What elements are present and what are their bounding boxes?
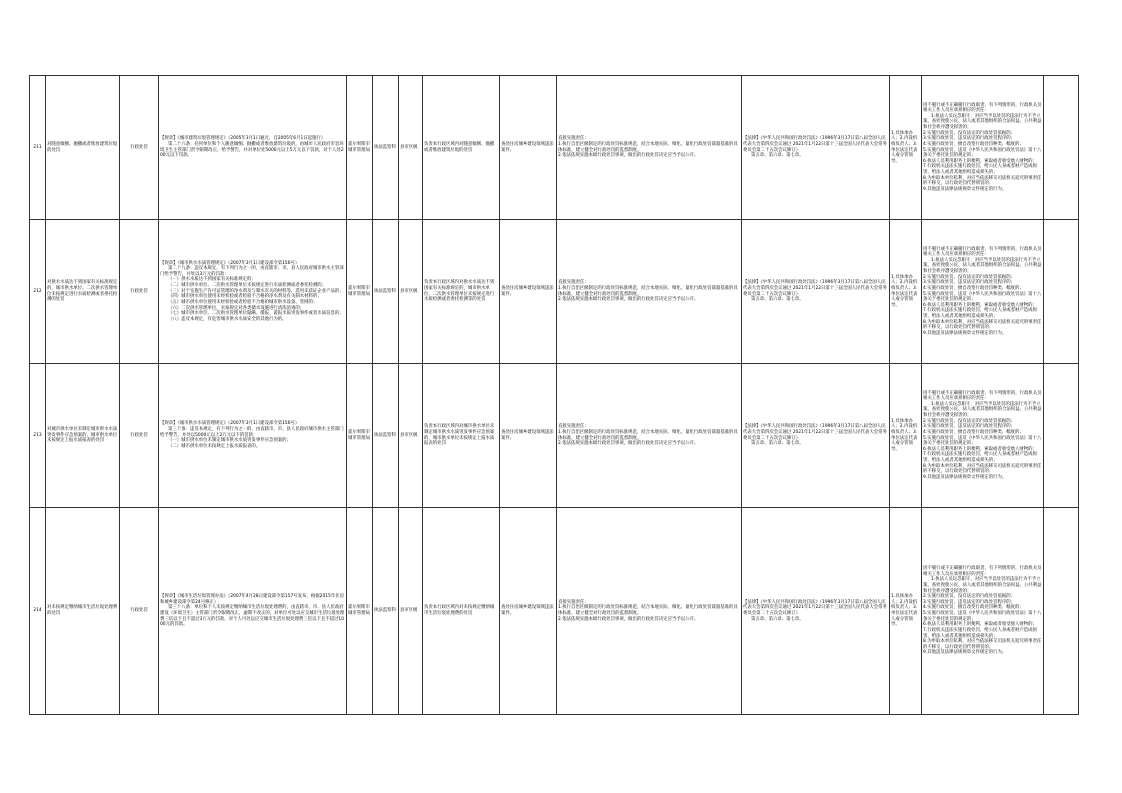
- remarks: [1044, 220, 1079, 364]
- cond-line: 8.为牟取本单位私利，对应当依法移交司法机关追究刑事责任的不移交，以行政处罚代替刑罚的；: [923, 639, 1042, 650]
- law-line: 【法律】《中华人民共和国行政处罚法》（1996年3月17日第八届全国人民代表大会第四次会议通过 2021年1月22日第十三届全国人民代表大会常务委员会第二十五次会议修订）: [743, 424, 887, 441]
- cond-line: 因不履行或不正确履行行政职责，有下列情形的，行政机关及相关工作人员应承担相应的责任：: [923, 390, 1042, 402]
- cond-line: 4.实施行政处罚，擅自改变行政处罚种类、幅度的；: [923, 141, 1024, 147]
- unit-duty: 查处住房城乡建设领域违法案件。: [500, 364, 557, 508]
- internal-org: 执法监察科: [373, 364, 399, 508]
- basis-line: （八）违反本规定，有危害城市供水水质安全的其他行为的。: [168, 316, 287, 322]
- responsible-subject: 1.具体承办人；2.内设机构负责人；3.单位法定代表人或分管领导。: [890, 364, 922, 508]
- remarks: [1044, 76, 1079, 220]
- basis-line: 【规章】《城市生活垃圾管理办法》（2007年4月28日建设部令第157号发布，根据2015年住房和城乡建设部令第24号修正）: [160, 594, 344, 605]
- department: 霍尔果斯市城市管理局: [347, 220, 373, 364]
- cond-line: 1.执法人员玩忽职守，对应当予以处罚的违法行为不予立案、查处致使公民、法人或者其他组织的合法权益、公共利益和社会秩序遭受损害的；: [923, 577, 1042, 594]
- remarks: [1044, 508, 1079, 715]
- cond-line: 8.为牟取本单位私利，对应当依法移交司法机关追究刑事责任的不移交，以行政处罚代替刑罚的；: [923, 319, 1042, 331]
- basis-line: （一）供水水质达不到国家有关标准规定的；: [168, 277, 256, 283]
- cond-line: 9.其他违反法律法规规章文件规定的行为。: [923, 330, 1007, 336]
- unit-duty: 查处住房城乡建设领域违法案件。: [500, 220, 557, 364]
- cond-line: 3.实施行政处罚，违反法定的行政处罚程序的；: [923, 280, 1016, 286]
- cond-line: 5.实施行政处罚，违反《中华人民共和国行政处罚法》第十八条关于委托处罚的规定的；: [923, 147, 1042, 159]
- cond-line: 因不履行或不正确履行行政职责，有下列情形的，行政机关及相关工作人员应承担相应的责任：: [923, 102, 1042, 114]
- cond-line: 1.执法人员玩忽职守，对应当予以处罚的违法行为不予立案、查处致使公民、法人或者其他组织的合法权益、公共利益和社会秩序遭受损害的；: [923, 257, 1042, 274]
- legal-basis: [159, 76, 347, 220]
- cond-line: 2.实施行政处罚，没有法定的行政处罚依据的；: [923, 418, 1016, 424]
- cond-line: 因不履行或不正确履行行政职责，有下列情形的，行政机关及相关工作人员应承担相应的责任：: [923, 246, 1042, 258]
- cond-line: 3.实施行政处罚，违反法定的行政处罚程序的；: [923, 136, 1016, 142]
- law-line: 第五章、第六章、第七章。: [751, 153, 804, 159]
- admin-level: 县市区级: [399, 364, 423, 508]
- basis-line: 第三十条：违反本规定，有下列行为之一的，由直辖市、市、县人民政府城市供水主管部门给予警告，并处以5000元以上2万元以下的罚款：: [160, 427, 344, 438]
- resp-line: 1.执行自治区级制定的行政处罚标准规范，结合本地实际，细化、量化行政处罚裁量基准的具体标准，建立健全对行政处罚的监督制度。: [558, 285, 738, 297]
- resp-line: 2.依法依规实施本级行政处罚事项，做出的行政处罚决定应当予以公开。: [558, 153, 699, 159]
- row-number: 211: [30, 76, 46, 220]
- cond-line: 1.执法人员玩忽职守，对应当予以处罚的违法行为不予立案、查处致使公民、法人或者其他组织的合法权益、公共利益和社会秩序遭受损害的；: [923, 401, 1042, 418]
- legal-basis: [159, 220, 347, 364]
- basis-line: 第二十九条：违反本规定，有下列行为之一的，由直辖市、市、县人民政府城市供水主管部门给予警告，并处以3万元的罚款：: [160, 266, 344, 277]
- cond-line: 因不履行或不正确履行行政职责，有下列情形的，行政机关及相关工作人员应承担相应的责任：: [923, 566, 1042, 577]
- resp-line: 1.执行自治区级制定的行政处罚标准规范，结合本地实际，细化、量化行政处罚裁量基准的具体标准，建立健全对行政处罚的监督制度。: [558, 141, 738, 153]
- cond-line: 2.实施行政处罚，没有法定的行政处罚依据的；: [923, 594, 1016, 600]
- resp-line: 2.依法依规实施本级行政处罚事项，做出的行政处罚决定应当予以公开。: [558, 616, 699, 622]
- cond-line: 7.行政机关违法实施行政处罚，给公民人身或者财产造成损害、给法人或者其他组织造成损失的；: [923, 627, 1037, 639]
- cond-line: 2.实施行政处罚，没有法定的行政处罚依据的；: [923, 130, 1016, 136]
- basis-line: 第二十六条：任何单位和个人随意倾倒、抛撒或者堆放建筑垃圾的，由城市人民政府市容环境卫生主管部门责令限期改正，给予警告，并对单位处5000元以上5万元以下罚款，对个人处200元以下罚款。: [160, 141, 344, 159]
- law-line: 【法律】《中华人民共和国行政处罚法》（1996年3月17日第八届全国人民代表大会第四次会议通过 2021年1月22日第十三届全国人民代表大会常务委员会第二十五次会议修订）: [743, 280, 887, 297]
- responsible-subject: 1.具体承办人；2.内设机构负责人；3.单位法定代表人或分管领导。: [890, 220, 922, 364]
- responsibility: [557, 508, 742, 715]
- resp-line: 直接实施责任：: [558, 599, 589, 605]
- basis-line: （二）城市供水单位未按规定上报水质报表的。: [168, 443, 261, 449]
- duty-scope: 负责本行政区域内对未按规定缴纳城市生活垃圾处理费的处罚: [423, 508, 500, 715]
- row-number: 214: [30, 508, 46, 715]
- item-name: 对未按规定缴纳城市生活垃圾处理费的处罚: [46, 508, 120, 715]
- item-name: 对城市供水单位未制定城市供水水质突发事件应急预案的，城市供水单位未按规定上报水质报表的处罚: [46, 364, 120, 508]
- cond-line: 2.实施行政处罚，没有法定的行政处罚依据的；: [923, 274, 1016, 280]
- cond-line: 4.实施行政处罚，擅自改变行政处罚种类、幅度的；: [923, 429, 1024, 435]
- law-line: 第五章、第六章、第七章。: [751, 297, 804, 303]
- law-line: 【法律】《中华人民共和国行政处罚法》（1996年3月17日第八届全国人民代表大会第四次会议通过 2021年1月22日第十三届全国人民代表大会常务委员会第二十五次会议修订）: [743, 599, 887, 616]
- cond-line: 7.行政机关违法实施行政处罚，给公民人身或者财产造成损害、给法人或者其他组织造成损失的；: [923, 452, 1037, 463]
- basis-line: 【规章】《城市供水水质管理规定》（2007年3月1日建设部令第156号）: [160, 421, 300, 427]
- responsibility-law: [742, 76, 890, 220]
- resp-line: 1.执行自治区级制定的行政处罚标准规范，结合本地实际，细化、量化行政处罚裁量基准的具体标准，建立健全对行政处罚的监督制度。: [558, 429, 738, 441]
- basis-line: （七）城市供水单位、二次供水管理单位隐瞒、缓报、谎报水质突发事件或者水质信息的；: [168, 311, 344, 317]
- cond-line: 4.实施行政处罚，擅自改变行政处罚种类、幅度的；: [923, 285, 1024, 291]
- cond-line: 5.实施行政处罚，违反《中华人民共和国行政处罚法》第十八条关于委托处罚的规定的；: [923, 291, 1042, 303]
- cond-line: 9.其他违反法律法规规章文件规定的行为。: [923, 474, 1007, 480]
- responsibility: [557, 76, 742, 220]
- accountability: [922, 220, 1044, 364]
- cond-line: 9.其他违反法律法规规章文件规定的行为。: [923, 186, 1007, 192]
- internal-org: 执法监察科: [373, 76, 399, 220]
- cond-line: 3.实施行政处罚，违反法定的行政处罚程序的；: [923, 599, 1016, 605]
- accountability: [922, 364, 1044, 508]
- cond-line: 5.实施行政处罚，违反《中华人民共和国行政处罚法》第十八条关于委托处罚的规定的；: [923, 611, 1042, 622]
- basis-line: （一）城市供水单位未制定城市供水水质突发事件应急预案的；: [168, 438, 291, 444]
- row-number: 213: [30, 364, 46, 508]
- item-name: 对随意倾倒、抛撒或者堆放建筑垃圾的处罚: [46, 76, 120, 220]
- table-row: [30, 220, 1079, 364]
- table-row: [30, 508, 1079, 715]
- responsible-subject: 1.具体承办人；2.内设机构负责人；3.单位法定代表人或分管领导。: [890, 76, 922, 220]
- admin-level: 县市区级: [399, 76, 423, 220]
- cond-line: 6.执法人员利用职务上的便利，索取或者收受他人财物的；: [923, 622, 1037, 628]
- item-type: 行政处罚: [120, 220, 159, 364]
- basis-line: （四）城市供水单位使用未经检验或者检验不合格的净水剂及有关制水材料的；: [168, 294, 322, 300]
- cond-line: 7.行政机关违法实施行政处罚，给公民人身或者财产造成损害、给法人或者其他组织造成损失的；: [923, 308, 1037, 319]
- cond-line: 6.执法人员利用职务上的便利，索取或者收受他人财物的；: [923, 446, 1037, 452]
- legal-basis: [159, 364, 347, 508]
- basis-line: （二）城市供水单位、二次供水管理单位未按规定进行水质检测或者委托检测的；: [168, 283, 327, 289]
- resp-line: 直接实施责任：: [558, 280, 589, 286]
- accountability: [922, 508, 1044, 715]
- item-type: 行政处罚: [120, 364, 159, 508]
- internal-org: 执法监察科: [373, 220, 399, 364]
- admin-level: 县市区级: [399, 508, 423, 715]
- cond-line: 3.实施行政处罚，违反法定的行政处罚程序的；: [923, 424, 1016, 430]
- resp-line: 2.依法依规实施本级行政处罚事项，做出的行政处罚决定应当予以公开。: [558, 297, 699, 303]
- law-line: 【法律】《中华人民共和国行政处罚法》（1996年3月17日第八届全国人民代表大会第四次会议通过 2021年1月22日第十三届全国人民代表大会常务委员会第二十五次会议修订）: [743, 136, 887, 153]
- responsibility-law: [742, 220, 890, 364]
- duty-scope: 负责本行政区域内对供水水质达不到国家有关标准规定的，城市供水单位、二次供水管理单位未按规定进行水质检测或者委托检测等的处罚: [423, 220, 500, 364]
- resp-line: 2.依法依规实施本级行政处罚事项，做出的行政处罚决定应当予以公开。: [558, 441, 699, 447]
- unit-duty: 查处住房城乡建设领域违法案件。: [500, 508, 557, 715]
- cond-line: 8.为牟取本单位私利，对应当依法移交司法机关追究刑事责任的不移交，以行政处罚代替刑罚的；: [923, 463, 1042, 475]
- accountability: [922, 76, 1044, 220]
- table-row: [30, 364, 1079, 508]
- basis-line: 第三十八条：单位和个人未按规定缴纳城市生活垃圾处理费的，由直辖市、市、县人民政府建设（环境卫生）主管部门责令限期改正，逾期不改正的，对单位可处以应交城市生活垃圾处理费三倍以下且不超过3万元的罚款，对个人可处以应交城市生活垃圾处理费三倍以下且不超过1000元的罚款。: [160, 605, 345, 628]
- internal-org: 执法监察科: [373, 508, 399, 715]
- basis-line: （三）对于实施生产许可证管理的净水剂及与制水有关的材料等，选用未获证企业产品的；: [168, 288, 344, 294]
- resp-line: 直接实施责任：: [558, 136, 589, 142]
- cond-line: 4.实施行政处罚，擅自改变行政处罚种类、幅度的；: [923, 605, 1024, 611]
- basis-line: （五）城市供水单位使用未经检验或者检验不合格的城市供水设备、管网的；: [168, 299, 318, 305]
- basis-line: （六）二次供水管理单位，未按规定对各类储水设施进行清洗消毒的；: [168, 305, 305, 311]
- cond-line: 1.执法人员玩忽职守，对应当予以处罚的违法行为不予立案、查处致使公民、法人或者其他组织的合法权益、公共利益和社会秩序遭受损害的；: [923, 113, 1042, 130]
- responsibility: [557, 364, 742, 508]
- duty-scope: 负责本行政区域内对随意倾倒、抛撒或者堆放建筑垃圾的处罚: [423, 76, 500, 220]
- responsibility-table: [29, 75, 1079, 715]
- responsibility-law: [742, 508, 890, 715]
- table-row: [30, 76, 1079, 220]
- law-line: 第五章、第六章、第七章。: [751, 441, 804, 447]
- cond-line: 8.为牟取本单位私利，对应当依法移交司法机关追究刑事责任的不移交，以行政处罚代替刑罚的；: [923, 175, 1042, 187]
- cond-line: 5.实施行政处罚，违反《中华人民共和国行政处罚法》第十八条关于委托处罚的规定的；: [923, 435, 1042, 447]
- row-number: 212: [30, 220, 46, 364]
- duty-scope: 负责本行政区域内对城市供水单位未制定城市供水水质突发事件应急预案的，城市供水单位未按规定上报水质报表的处罚: [423, 364, 500, 508]
- item-type: 行政处罚: [120, 508, 159, 715]
- resp-line: 1.执行自治区级制定的行政处罚标准规范，结合本地实际，细化、量化行政处罚裁量基准的具体标准，建立健全对行政处罚的监督制度。: [558, 605, 738, 616]
- responsible-subject: 1.具体承办人；2.内设机构负责人；3.单位法定代表人或分管领导。: [890, 508, 922, 715]
- department: 霍尔果斯市城市管理局: [347, 508, 373, 715]
- cond-line: 6.执法人员利用职务上的便利，索取或者收受他人财物的；: [923, 302, 1037, 308]
- department: 霍尔果斯市城市管理局: [347, 76, 373, 220]
- resp-line: 直接实施责任：: [558, 424, 589, 430]
- remarks: [1044, 364, 1079, 508]
- department: 霍尔果斯市城市管理局: [347, 364, 373, 508]
- item-type: 行政处罚: [120, 76, 159, 220]
- cond-line: 6.执法人员利用职务上的便利，索取或者收受他人财物的；: [923, 158, 1037, 164]
- item-name: 对供水水质达不到国家有关标准规定的，城市供水单位、二次供水管理单位未按规定进行水质检测或者委托检测的处罚: [46, 220, 120, 364]
- cond-line: 9.其他违反法律法规规章文件规定的行为。: [923, 650, 1007, 656]
- responsibility: [557, 220, 742, 364]
- admin-level: 县市区级: [399, 220, 423, 364]
- cond-line: 7.行政机关违法实施行政处罚，给公民人身或者财产造成损害、给法人或者其他组织造成损失的；: [923, 164, 1037, 175]
- basis-line: 【规章】《城市建筑垃圾管理规定》（2005年3月1日通过，自2005年6月1日起施行）: [160, 136, 326, 142]
- unit-duty: 查处住房城乡建设领域违法案件。: [500, 76, 557, 220]
- responsibility-law: [742, 364, 890, 508]
- legal-basis: [159, 508, 347, 715]
- basis-line: 【规章】《城市供水水质管理规定》（2007年3月1日建设部令第156号）: [160, 260, 300, 266]
- law-line: 第五章、第六章、第七章。: [751, 616, 804, 622]
